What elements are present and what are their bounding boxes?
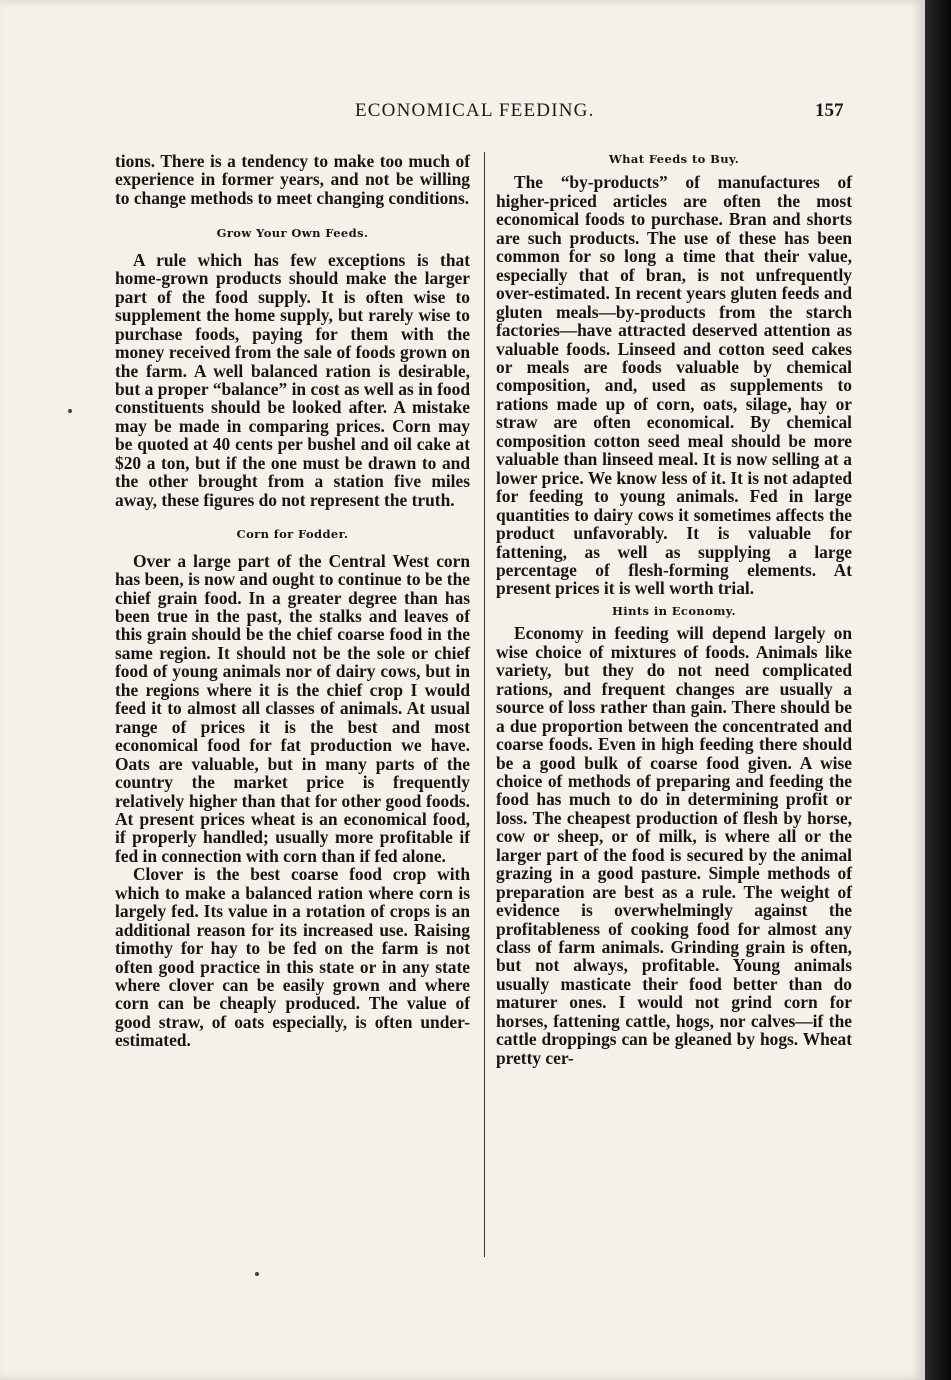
paragraph-clover: Clover is the best coarse food crop with which to make a balanced ration where corn is largely fed. Its value in a rotation of crops is an additional reason for its increased use. Raising timothy for hay to be fed on the farm is not often good practice in this state or in any state where clover can be easily grown and where corn can be cheaply produced. The value of good straw, of oats especially, is often under-estimated. [115, 864, 470, 1051]
page-number: 157 [815, 100, 844, 121]
paragraph-corn: Over a large part of the Central West corn has been, is now and ought to continue to be the chief grain food. In a greater degree than has been true in the past, the stalks and leaves of this grain should be the chief coarse food in the same region. It should not be the sole or chief food of young animals nor of dairy cows, but in the regions where it is the chief crop I would feed it to almost all classes of animals. At usual range of prices it is the best and most economical food for fat production we have. Oats are valuable, but in many parts of the country the market price is frequently relatively higher than that for other good foods. At present prices wheat is an economical food, if properly handled; usually more profitable if fed in connection with corn than if fed alone. [115, 550, 470, 866]
paper-speck [68, 409, 72, 413]
paper-speck [255, 1272, 259, 1276]
section-heading-grow-your-own-feeds: Grow Your Own Feeds. [216, 226, 369, 241]
paragraph-continuation: tions. There is a tendency to make too much of experience in former years, and not be willing to change methods to meet changing conditions. [115, 151, 470, 208]
column-divider [484, 152, 485, 1257]
running-title: ECONOMICAL FEEDING. [355, 100, 595, 121]
scan-edge [925, 0, 951, 1380]
paragraph-economy: Economy in feeding will depend largely on wise choice of mixtures of foods. Animals like variety, but they do not need complicated rations, and frequent changes are usually a source of loss rather than gain. There should be a due proportion between the concentrated and coarse foods. Even in high feeding there should be a good bulk of coarse food given. A wise choice of methods of preparing and feeding the food has much to do in determining profit or loss. The cheapest production of flesh by horse, cow or sheep, or of milk, is where all or the larger part of the food is secured by the animal grazing in a good pasture. Simple methods of preparation are best as a rule. The weight of evidence is overwhelmingly against the profitableness of cooking food for almost any class of farm animals. Grinding grain is often, but not always, profitable. Young animals usually masticate their food better than do maturer ones. I would not grind corn for horses, fattening cattle, hogs, nor calves—if the cattle droppings can be gleaned by hogs. Wheat pretty cer- [496, 623, 852, 1068]
section-heading-hints-in-economy: Hints in Economy. [612, 603, 736, 618]
section-heading-corn-for-fodder: Corn for Fodder. [236, 527, 349, 542]
left-column [115, 152, 470, 1050]
page-header [0, 100, 925, 130]
paragraph-by-products: The “by-products” of manufactures of higher-priced articles are often the most economical foods to purchase. Bran and shorts are such products. The use of these has been common for so long a time that their value, especially that of bran, is not unfrequently over-estimated. In recent years gluten feeds and gluten meals—by-products from the starch factories—have attracted deserved attention as valuable foods. Linseed and cotton seed cakes or meals are foods valuable by chemical composition, and, used as supplements to rations made up of corn, oats, silage, hay or straw are often economical. By chemical composition cotton seed meal should be more valuable than linseed meal. It is now selling at a lower price. We know less of it. It is not adapted for feeding to young animals. Fed in large quantities to dairy cows it sometimes affects the product unfavorably. It is valuable for fattening, as well as supplying a large percentage of flesh-forming elements. At present prices it is well worth trial. [496, 172, 852, 599]
paragraph-home-grown: A rule which has few exceptions is that home-grown products should make the larger part of the food supply. It is often wise to supplement the home supply, but rarely wise to purchase foods, paying for them with the money received from the sale of foods grown on the farm. A well balanced ration is desirable, but a proper “balance” in cost as well as in food constituents should be looked after. A mistake may be made in comparing prices. Corn may be quoted at 40 cents per bushel and oil cake at $20 a ton, but if the one must be drawn to and the other brought from a station five miles away, these figures do not represent the truth. [115, 249, 470, 510]
section-heading-what-feeds-to-buy: What Feeds to Buy. [608, 152, 740, 166]
right-column [496, 150, 852, 1067]
